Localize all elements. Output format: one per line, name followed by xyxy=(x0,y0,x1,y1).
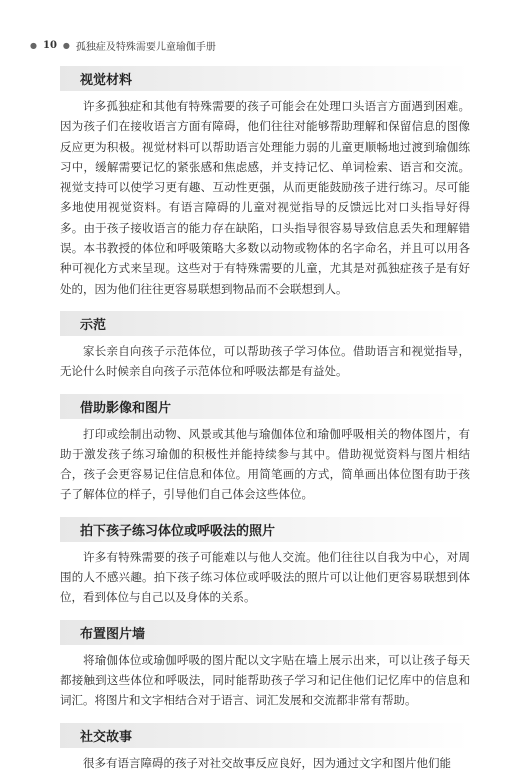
bullet-icon: ● xyxy=(30,41,37,50)
section-body-images: 打印或绘制出动物、风景或其他与瑜伽体位和瑜伽呼吸相关的物体图片，有助于激发孩子练习瑜伽的积极性并能持续参与其中。借助视觉资料与图片相结合，孩子会更容易记住信息和体位。用简笔画的方式，简单画出体位图有助于孩子了解体位的样子，引导他们自己体会这些体位。 xyxy=(60,426,470,502)
section-body-social-stories: 很多有语言障碍的孩子对社交故事反应良好，因为通过文字和图片他们能 xyxy=(83,755,451,770)
section-body-picture-wall: 将瑜伽体位或瑜伽呼吸的图片配以文字贴在墙上展示出来，可以让孩子每天都接触到这些体位和呼吸法，同时能帮助孩子学习和记住他们记忆库中的信息和词汇。将图片和文字相结合对于语言、词汇发展和交流都非常有帮助。 xyxy=(60,652,470,708)
book-title: 孤独症及特殊需要儿童瑜伽手册 xyxy=(75,42,216,53)
section-title-images: 借助影像和图片 xyxy=(60,394,470,419)
section-title-demonstration: 示范 xyxy=(60,311,470,336)
section-title-photos: 拍下孩子练习体位或呼吸法的照片 xyxy=(60,517,470,542)
page-content xyxy=(60,66,470,773)
bullet-icon: ● xyxy=(62,41,70,50)
section-title-picture-wall: 布置图片墙 xyxy=(60,620,470,645)
section-title-visual-materials: 视觉材料 xyxy=(60,66,470,91)
running-header xyxy=(30,38,216,53)
section-title-social-stories: 社交故事 xyxy=(60,723,470,748)
page-number: 10 xyxy=(42,40,57,51)
section-body-demonstration: 家长亲自向孩子示范体位，可以帮助孩子学习体位。借助语言和视觉指导，无论什么时候亲自向孩子示范体位和呼吸法都是有益处。 xyxy=(60,343,470,379)
section-body-photos: 许多有特殊需要的孩子可能难以与他人交流。他们往往以自我为中心，对周围的人不感兴趣。拍下孩子练习体位或呼吸法的照片可以让他们更容易联想到体位，看到体位与自己以及身体的关系。 xyxy=(60,549,470,605)
section-body-visual-materials: 许多孤独症和其他有特殊需要的孩子可能会在处理口头语言方面遇到困难。因为孩子们在接收语言方面有障碍，他们往往对能够帮助理解和保留信息的图像反应更为积极。视觉材料可以帮助语言处理能力弱的儿童更顺畅地过渡到瑜伽练习中，缓解需要记忆的紧张感和焦虑感，并支持记忆、单词检索、语言和交流。视觉支持可以使学习更有趣、互动性更强，从而更能鼓励孩子进行练习。尽可能多地使用视觉资料。有语言障碍的儿童对视觉指导的反馈远比对口头指导好得多。由于孩子接收语言的能力存在缺陷，口头指导很容易导致信息丢失和理解错误。本书教授的体位和呼吸策略大多数以动物或物体的名字命名，并且可以用各种可视化方式来呈现。这些对于有特殊需要的儿童，尤其是对孤独症孩子是有好处的，因为他们往往更容易联想到物品而不会联想到人。 xyxy=(60,99,470,296)
